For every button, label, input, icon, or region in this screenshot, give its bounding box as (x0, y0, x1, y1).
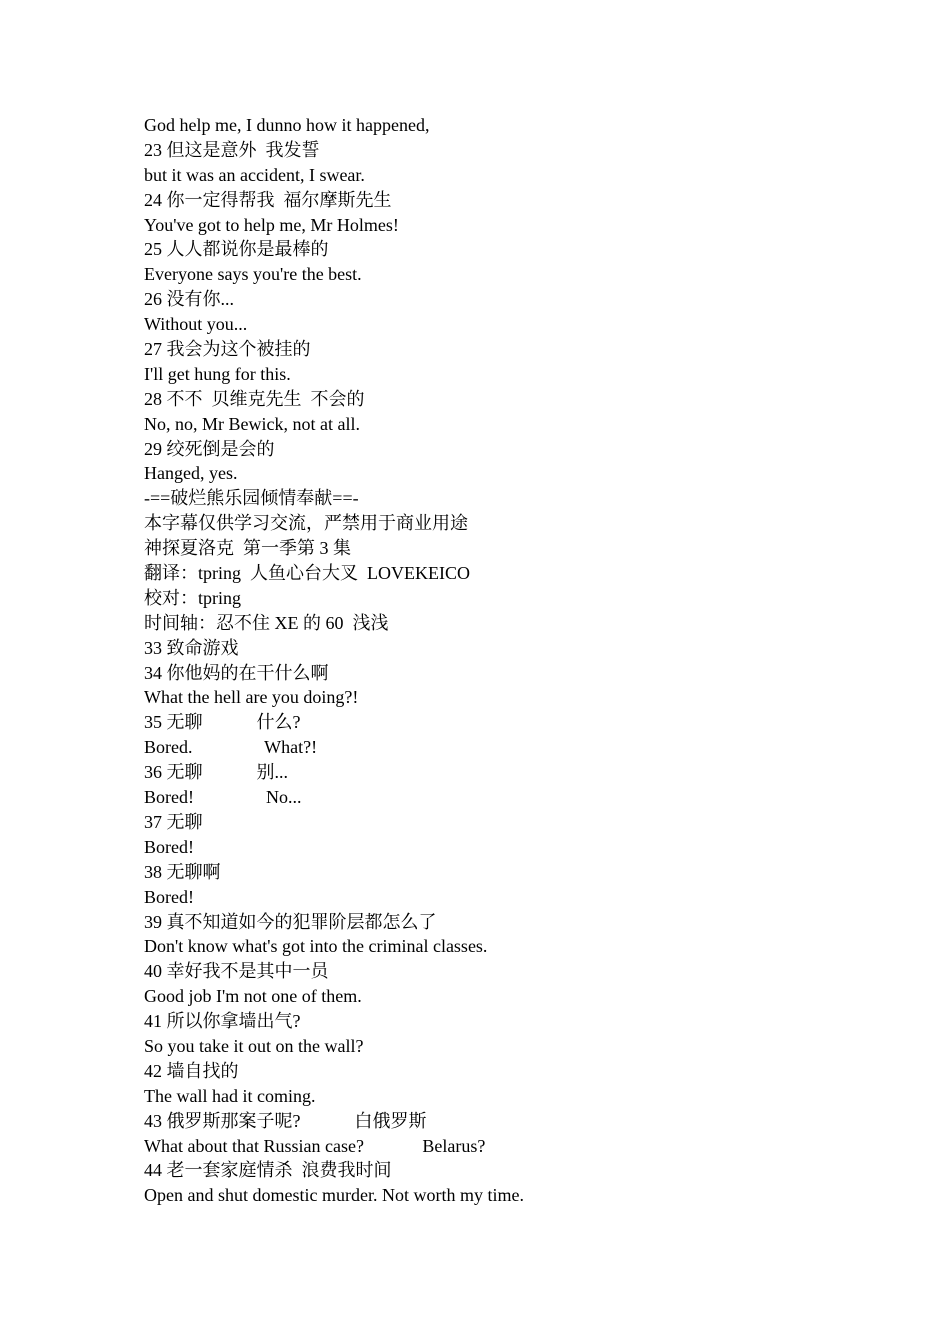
text-line: 28 不不 贝维克先生 不会的 (144, 388, 365, 409)
text-line: 35 无聊 什么? (144, 712, 301, 733)
text-line: 29 绞死倒是会的 (144, 438, 275, 459)
text-line: 26 没有你... (144, 289, 234, 310)
text-line: Everyone says you're the best. (144, 264, 362, 285)
credits-translation: 翻译：tpring 人鱼心台大叉 LOVEKEICO (144, 563, 470, 584)
text-line: 39 真不知道如今的犯罪阶层都怎么了 (144, 911, 437, 932)
text-line: Hanged, yes. (144, 463, 238, 484)
text-line: but it was an accident, I swear. (144, 164, 365, 185)
text-line: 43 俄罗斯那案子呢? 白俄罗斯 (144, 1110, 427, 1131)
text-line: 40 幸好我不是其中一员 (144, 961, 329, 982)
text-line: 24 你一定得帮我 福尔摩斯先生 (144, 189, 392, 210)
text-line: Bored! (144, 836, 194, 857)
text-line: The wall had it coming. (144, 1085, 316, 1106)
text-line: 42 墙自找的 (144, 1060, 239, 1081)
text-line: 25 人人都说你是最棒的 (144, 239, 329, 260)
text-line: Bored! No... (144, 787, 302, 808)
text-line: 44 老一套家庭情杀 浪费我时间 (144, 1160, 392, 1181)
text-line: God help me, I dunno how it happened, (144, 115, 430, 135)
credits-banner: -==破烂熊乐园倾情奉献==- (144, 488, 359, 509)
text-line: 38 无聊啊 (144, 861, 221, 882)
text-line: You've got to help me, Mr Holmes! (144, 214, 399, 235)
text-line: Bored! (144, 886, 194, 907)
text-line: 37 无聊 (144, 811, 203, 832)
text-line: What the hell are you doing?! (144, 687, 359, 708)
text-line: Good job I'm not one of them. (144, 986, 362, 1007)
text-line: 33 致命游戏 (144, 637, 239, 658)
text-line: No, no, Mr Bewick, not at all. (144, 413, 360, 434)
credits-proofreading: 校对：tpring (144, 587, 241, 608)
text-line: 27 我会为这个被挂的 (144, 339, 311, 360)
text-line: Without you... (144, 314, 248, 335)
credits-disclaimer: 本字幕仅供学习交流，严禁用于商业用途 (144, 513, 468, 534)
text-line: Bored. What?! (144, 737, 318, 758)
text-line: Don't know what's got into the criminal classes. (144, 936, 488, 957)
credits-episode: 神探夏洛克 第一季第 3 集 (144, 538, 351, 559)
text-line: Open and shut domestic murder. Not worth my time. (144, 1185, 524, 1206)
text-line: 23 但这是意外 我发誓 (144, 139, 320, 160)
text-line: So you take it out on the wall? (144, 1035, 364, 1056)
text-line: I'll get hung for this. (144, 363, 291, 384)
subtitle-transcript (144, 113, 904, 1208)
text-line: What about that Russian case? Belarus? (144, 1135, 486, 1156)
text-line: 41 所以你拿墙出气? (144, 1011, 301, 1032)
text-line: 36 无聊 别... (144, 762, 288, 783)
text-line: 34 你他妈的在干什么啊 (144, 662, 329, 683)
credits-timing: 时间轴：忍不住 XE 的 60 浅浅 (144, 612, 389, 633)
